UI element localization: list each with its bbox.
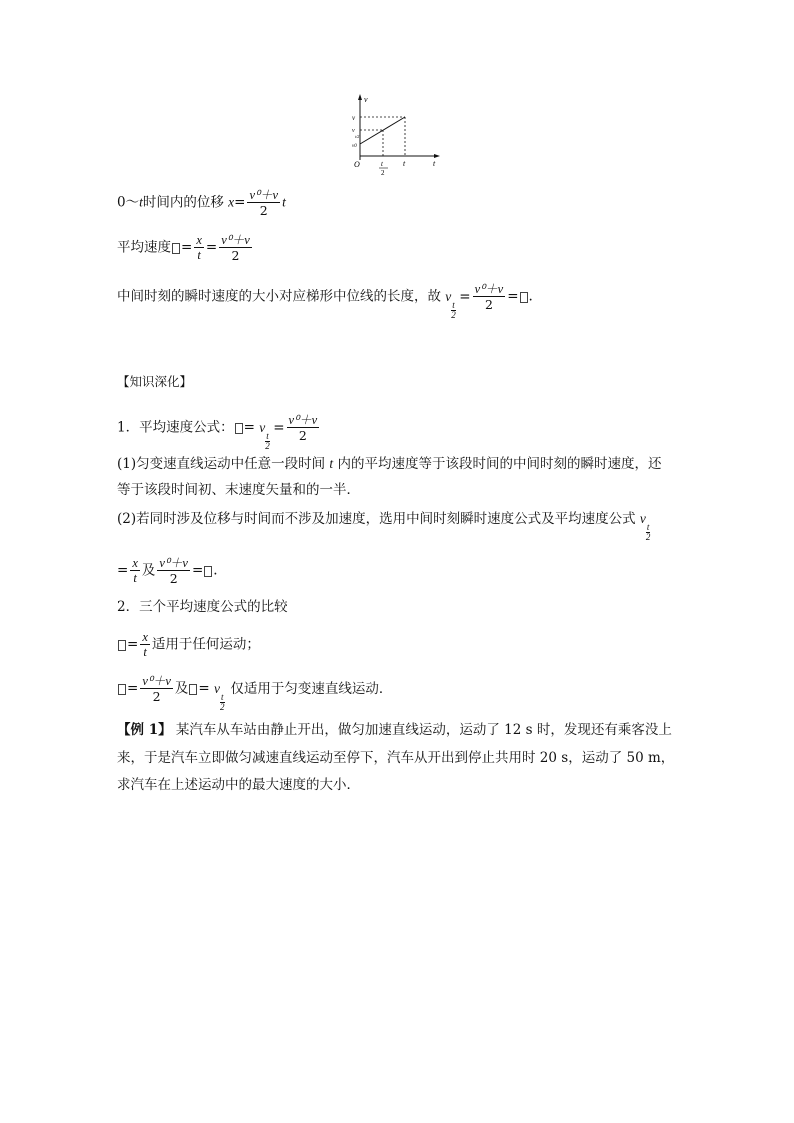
v-bar-symbol — [189, 684, 197, 695]
comparison-1 — [117, 630, 260, 660]
fraction-x-t — [194, 233, 204, 263]
v: v — [259, 419, 266, 435]
x-axis-arrow — [434, 154, 440, 158]
v: v — [639, 511, 646, 526]
eq: = — [205, 239, 218, 256]
label-v-half-sub: t/2 — [355, 134, 360, 139]
section-title: 【知识深化】 — [117, 374, 193, 389]
paragraph-2-line-2 — [117, 556, 218, 586]
example-label: 【例 1】 — [117, 722, 172, 738]
example-line-1 — [117, 724, 672, 738]
axis-x-label: t — [433, 159, 436, 168]
fraction-x-t — [130, 556, 140, 586]
eq: = — [198, 680, 215, 697]
var-t: t — [329, 456, 334, 471]
item-1 — [117, 413, 321, 451]
velocity-line — [360, 117, 405, 144]
text: 中间时刻的瞬时速度的大小对应梯形中位线的长度，故 — [117, 288, 446, 305]
fraction-v — [219, 233, 252, 263]
numerator: v⁰＋v — [249, 188, 279, 202]
eq: = — [273, 419, 285, 436]
paragraph-1-line-2: 等于该段时间初、末速度矢量和的一半． — [117, 482, 360, 498]
denominator: t — [143, 645, 147, 660]
text: 内的平均速度等于该段时间的中间时刻的瞬时速度，还 — [333, 456, 662, 472]
origin-label: O — [354, 160, 360, 169]
label-v0: v0 — [352, 144, 357, 149]
eq: = — [127, 680, 139, 697]
end: . — [528, 288, 533, 305]
numerator: x — [196, 233, 202, 247]
text: 平均速度 — [117, 239, 171, 256]
numerator: x — [142, 630, 148, 644]
eq: = — [459, 288, 471, 305]
y-axis-arrow — [358, 94, 362, 100]
numerator: x — [132, 556, 138, 570]
prefix: 0～ — [117, 194, 140, 211]
v-half-symbol — [445, 288, 456, 320]
tail-t: t — [282, 194, 286, 210]
v-bar-symbol — [235, 423, 243, 434]
eq: = — [127, 636, 139, 653]
item-2: 2．三个平均速度公式的比较 — [117, 599, 288, 615]
eq: = — [181, 239, 193, 256]
v-bar-symbol — [118, 684, 126, 695]
text: (1)匀变速直线运动中任意一段时间 — [117, 456, 330, 472]
v-bar-symbol — [520, 292, 528, 303]
fraction — [473, 282, 506, 312]
end: . — [213, 562, 218, 579]
numerator: v⁰＋v — [221, 233, 250, 247]
sub-fraction: t 2 — [220, 691, 225, 712]
numerator: v⁰＋v — [474, 282, 504, 296]
t-half-num: t — [381, 160, 383, 168]
eq: = — [117, 562, 129, 579]
fraction — [287, 413, 320, 443]
denominator: 2 — [259, 203, 268, 219]
paragraph-2-line-1 — [117, 511, 651, 542]
label-t: t — [403, 159, 406, 168]
numerator: v⁰＋v — [142, 674, 171, 688]
fraction — [140, 674, 173, 704]
displacement-formula-line — [117, 188, 286, 218]
and: 及 — [141, 562, 156, 579]
v-half-symbol — [259, 419, 270, 451]
sub-fraction: t 2 — [265, 430, 270, 451]
eq: = — [507, 288, 519, 305]
text: (2)若同时涉及位移与时间而不涉及加速度，选用中间时刻瞬时速度公式及平均速度公式 — [117, 511, 640, 527]
denominator: t — [197, 248, 201, 263]
denominator: 2 — [152, 689, 161, 705]
numerator: v⁰＋v — [288, 413, 318, 427]
denominator: 2 — [169, 571, 178, 587]
fraction-v — [157, 556, 190, 586]
denominator: t — [133, 571, 137, 586]
axis-y-label: v — [364, 95, 368, 104]
denominator: 2 — [298, 428, 307, 444]
label-v: v — [352, 114, 356, 122]
paragraph-1-line-1 — [117, 457, 661, 472]
fraction — [247, 188, 280, 218]
eq: = — [234, 194, 246, 211]
text: 适用于任何运动； — [151, 636, 260, 653]
v-half-symbol — [214, 680, 225, 712]
denominator: 2 — [231, 248, 240, 264]
example-line-2: 来，于是汽车立即做匀减速直线运动至停下，汽车从开出到停止共用时 20 s，运动了 50 m， — [117, 750, 675, 766]
v-bar-symbol — [204, 566, 212, 577]
average-velocity-line — [117, 233, 254, 263]
label-v-half: v — [352, 128, 355, 134]
t-half-den: 2 — [381, 169, 385, 177]
v-bar-symbol — [118, 640, 126, 651]
eq: = — [243, 419, 260, 436]
v: v — [214, 680, 221, 696]
v-bar-symbol — [172, 243, 180, 254]
comparison-2 — [117, 674, 393, 712]
text: 某汽车从车站由静止开出，做匀加速直线运动，运动了 12 s 时，发现还有乘客没上 — [171, 722, 672, 738]
text: 时间内的位移 — [142, 194, 229, 211]
sub-fraction: t 2 — [645, 522, 651, 542]
sub-fraction: t 2 — [451, 299, 456, 320]
fraction-x-t — [140, 630, 150, 660]
midpoint-velocity-line — [117, 282, 533, 320]
var-t: t — [139, 194, 143, 210]
label: 1．平均速度公式： — [117, 419, 234, 436]
v-t-graph — [348, 92, 448, 182]
denominator: 2 — [484, 297, 493, 313]
v-half-symbol — [639, 511, 651, 542]
text: 仅适用于匀变速直线运动． — [226, 680, 393, 697]
example-line-3: 求汽车在上述运动中的最大速度的大小． — [117, 777, 360, 793]
eq: = — [191, 562, 204, 579]
v: v — [445, 288, 452, 304]
and: 及 — [174, 680, 189, 697]
var-x: x — [228, 194, 235, 210]
numerator: v⁰＋v — [159, 556, 188, 570]
